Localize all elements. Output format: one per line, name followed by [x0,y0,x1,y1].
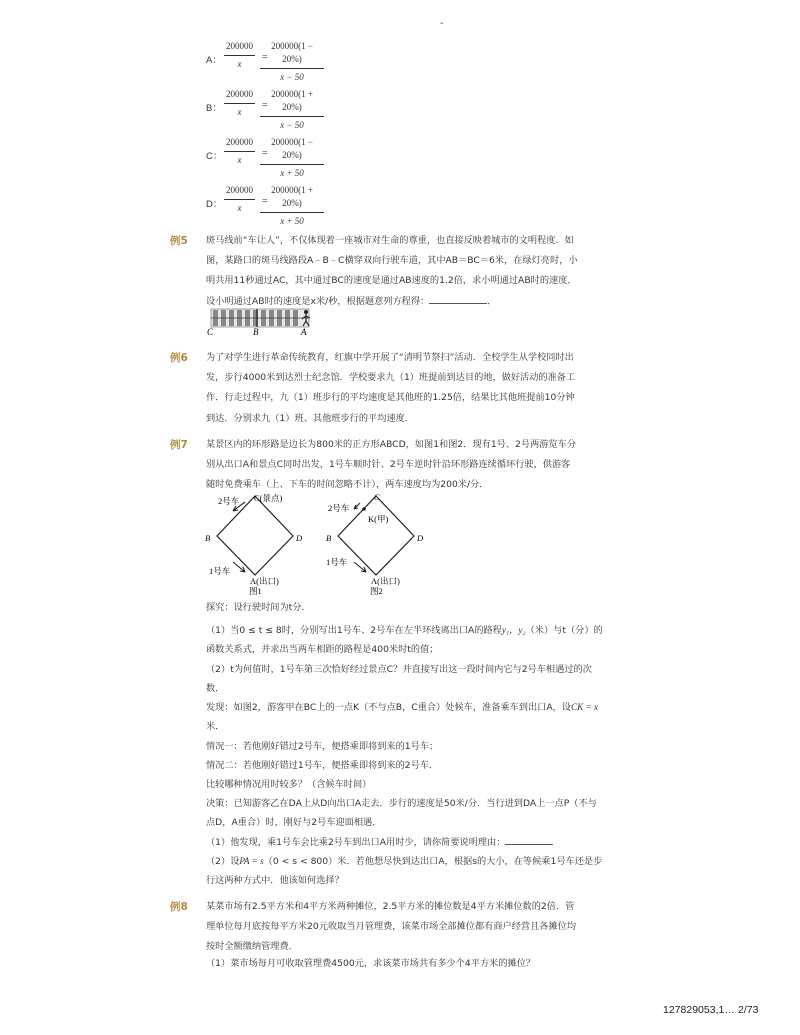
decide-cont: 点D，A重合）时，刚好与2号车迎面相遇． [206,817,382,828]
point-b-label: B [205,533,211,543]
option-label: B： [206,103,222,114]
car2-label: 2号车 [218,496,240,506]
example-6-label: 例6 [170,352,188,364]
option-label: D： [206,199,223,210]
example-5-text: 斑马线前“车让人”，不仅体现着一座城市对生命的尊重，也直接反映着城市的文明程度．如图，某路口的斑马线路段A﹣B﹣C横穿双向行驶车道，其中AB＝BC＝6米，在绿灯亮时，小明共用11秒通过AC，其中通过BC的速度是通过AB速度的1.2倍，求小明通过AB时的速度．设小明通过AB时的速度是x米/秒，根据题意列方程得： ． [206,235,578,307]
example-7-text: 某景区内的环形路是边长为800米的正方形ABCD，如图1和图2．现有1号、2号两游览车分别从出口A和景点C同时出发，1号车顺时针、2号车逆时针沿环形路连续循环行驶，供游客随时免费乘车（上、下车的时间忽略不计），两车速度均为200米/分． [206,439,577,491]
point-c-label: C [374,492,380,502]
decision-q1-line: （1）他发现，乘1号车会比乘2号车到出口A用时少，请你简要说明理由： [206,834,553,848]
answer-blank [429,294,487,304]
point-a-label: A(出口) [250,576,279,586]
find-cont: 米． [206,721,225,732]
fraction-left: 200000 x [226,41,253,69]
decide-line: 决策：已知游客乙在DA上从D向出口A走去．步行的速度是50米/分．当行进到DA上一点P（不与 [206,798,597,809]
find-line: 发现：如图2，游客甲在BC上的一点K（不与点B，C重合）处候车，准备乘车到出口A，设CK = x [206,702,599,713]
car1-label: 1号车 [326,557,348,567]
example-7-label: 例7 [170,439,188,451]
figure-1 [205,488,305,596]
figure-2-caption: 图2 [370,586,383,596]
example-8-text: 某菜市场有2.5平方米和4平方米两种摊位，2.5平方米的摊位数是4平方米摊位数的2倍．管理单位每月底按每平方米20元收取当月管理费，该菜市场全部摊位都有商户经营且各摊位均按时全额缴纳管理费． [206,901,577,953]
equals-sign: = [262,100,268,111]
explore-line: 探究：设行驶时间为t分． [206,602,311,613]
equals-sign: = [262,148,268,159]
case-2-line: 情况二：若他刚好错过1号车，便搭乘即将到来的2号车． [206,760,439,771]
question-2-line: （2）t为何值时，1号车第三次恰好经过景点C？并直接写出这一段时间内它与2号车相遇过的次 [206,664,592,675]
example-5-label: 例5 [170,235,188,247]
fraction-left: 200000 x [226,185,253,213]
point-c-label: C [207,327,214,336]
answer-blank [505,835,553,845]
fraction-right: 200000(1 − 20%) x + 50 [260,136,324,180]
point-c-label: C(景点) [254,493,283,503]
example-8-label: 例8 [170,901,188,913]
question-1-cont: 函数关系式，并求出当两车相距的路程是400米时t的值； [206,644,439,655]
point-d-label: D [417,533,424,543]
point-b-label: B [253,327,259,336]
question-1-line: （1）当0 ≤ t ≤ 8时，分别写出1号车、2号车在左半环线离出口A的路程y₁，y₂（米）与t（分）的 [206,625,603,636]
figure-1-caption: 图1 [249,586,262,596]
fraction-left: 200000 x [226,137,253,165]
fraction-right: 200000(1 + 20%) x + 50 [260,184,324,228]
fraction-right: 200000(1 − 20%) x − 50 [260,40,324,84]
point-k-dot [362,507,366,511]
equals-sign: = [262,52,268,63]
equals-sign: = [262,196,268,207]
point-a-label: A [301,327,307,336]
example-6-text: 为了对学生进行革命传统教育，红旗中学开展了“清明节祭扫”活动．全校学生从学校同时出发，步行4000米到达烈士纪念馆．学校要求九（1）班提前到达目的地，做好活动的准备工作．行走过程中，九（1）班步行的平均速度是其他班的1.25倍，结果比其他班提前10分钟到达．分别求九（1）班、其他班步行的平均速度． [206,352,576,424]
case-1-line: 情况一：若他刚好错过2号车，便搭乘即将到来的1号车； [206,741,439,752]
point-b-label: B [326,533,332,543]
crosswalk-figure [207,306,319,336]
compare-line: 比较哪种情况用时较多？（含候车时间） [206,779,372,790]
car2-label: 2号车 [328,503,350,513]
question-2-cont: 数． [206,683,225,694]
point-a-label: A(出口) [371,576,400,586]
decision-q2-line: （2）设PA = s（0 < s < 800）米．若他想尽快到达出口A，根据s的大小，在等候乘1号车还是步 [206,856,603,867]
decision-q2-cont: 行这两种方式中．他该如何选择？ [206,875,344,886]
square-route [338,496,414,575]
point-d-label: D [296,533,303,543]
square-route [217,496,293,575]
fraction-right: 200000(1 + 20%) x − 50 [260,88,324,132]
option-label: C： [206,151,223,162]
top-mark: - [440,18,444,29]
figure-2 [326,488,426,596]
option-label: A： [206,55,222,66]
page-indicator: 2/73 [738,1004,759,1016]
fraction-left: 200000 x [226,89,253,117]
example-8-q1: （1）菜市场每月可收取管理费4500元，求该菜市场共有多少个4平方米的摊位？ [206,958,536,969]
point-k-label: K(甲) [368,514,389,524]
car1-label: 1号车 [209,566,231,576]
car2-arrow-icon [354,503,360,509]
document-id: 127829053,1… [663,1004,735,1016]
